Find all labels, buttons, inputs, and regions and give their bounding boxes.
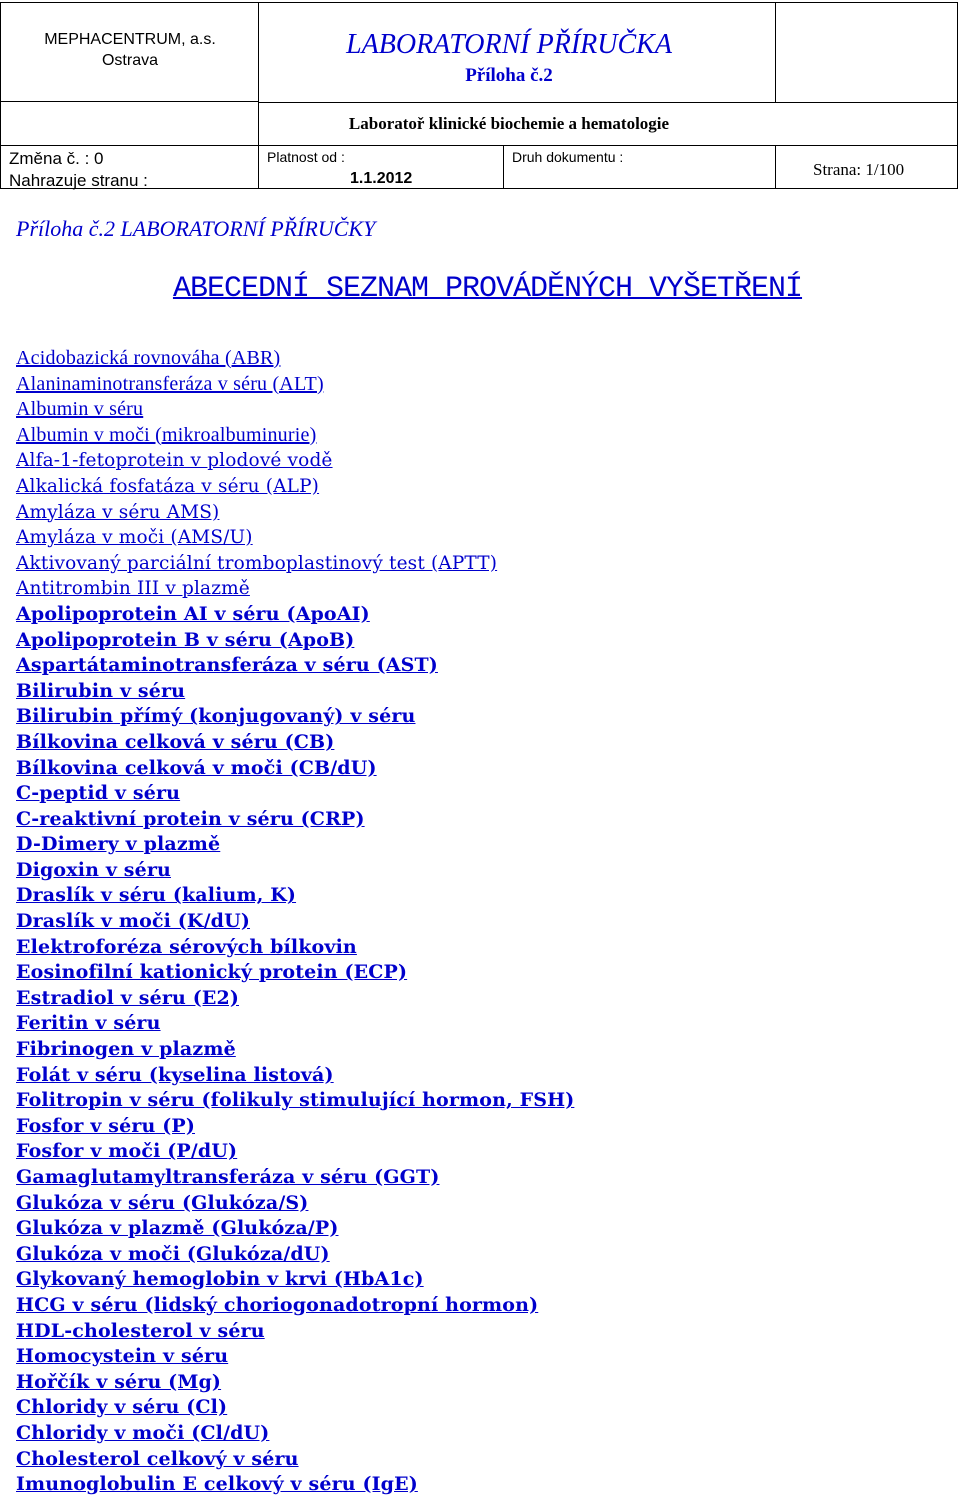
test-link[interactable]: Draslík v séru (kalium, K) bbox=[16, 884, 297, 907]
test-link[interactable]: Bílkovina celková v moči (CB/dU) bbox=[16, 756, 377, 779]
replaces-label: Nahrazuje stranu : bbox=[9, 171, 148, 190]
test-link[interactable]: Bilirubin přímý (konjugovaný) v séru bbox=[16, 705, 416, 728]
test-link[interactable]: Chloridy v moči (Cl/dU) bbox=[16, 1421, 270, 1444]
test-link[interactable]: C-peptid v séru bbox=[16, 782, 181, 805]
company-line-1: MEPHACENTRUM, a.s. bbox=[44, 31, 216, 48]
test-link[interactable]: C-reaktivní protein v séru (CRP) bbox=[16, 807, 365, 830]
annex-title: Příloha č.2 LABORATORNÍ PŘÍRUČKY bbox=[16, 216, 376, 241]
company-line-2: Ostrava bbox=[101, 52, 158, 69]
test-link[interactable]: Alkalická fosfatáza v séru (ALP) bbox=[16, 475, 320, 497]
test-link[interactable]: HDL-cholesterol v séru bbox=[16, 1319, 265, 1342]
test-link[interactable]: Gamaglutamyltransferáza v séru (GGT) bbox=[16, 1166, 440, 1188]
page-number: Strana: 1/100 bbox=[813, 160, 905, 179]
test-link[interactable]: Amyláza v moči (AMS/U) bbox=[16, 527, 253, 549]
test-link[interactable]: Bilirubin v séru bbox=[16, 679, 186, 702]
department-name: Laboratoř klinické biochemie a hematologie bbox=[348, 114, 670, 133]
test-link[interactable]: Cholesterol celkový v séru bbox=[16, 1447, 299, 1470]
test-link[interactable]: Folát v séru (kyselina listová) bbox=[16, 1063, 334, 1086]
test-link[interactable]: Albumin v moči (mikroalbuminurie) bbox=[16, 423, 317, 446]
test-link[interactable]: Feritin v séru bbox=[16, 1012, 161, 1035]
valid-from-value: 1.1.2012 bbox=[350, 170, 413, 187]
test-list bbox=[16, 346, 574, 1498]
test-link[interactable]: Acidobazická rovnováha (ABR) bbox=[16, 347, 281, 369]
test-link[interactable]: Glukóza v plazmě (Glukóza/P) bbox=[16, 1217, 339, 1240]
doc-type-label: Druh dokumentu : bbox=[512, 149, 624, 165]
change-info bbox=[9, 148, 148, 192]
test-link[interactable]: Hořčík v séru (Mg) bbox=[16, 1370, 222, 1393]
test-link[interactable]: Elektroforéza sérových bílkovin bbox=[16, 935, 357, 958]
test-link[interactable]: Glukóza v séru (Glukóza/S) bbox=[16, 1191, 309, 1214]
document-header bbox=[0, 2, 958, 189]
test-link[interactable]: Digoxin v séru bbox=[16, 858, 171, 881]
test-link[interactable]: Amyláza v séru AMS) bbox=[16, 501, 220, 523]
test-link[interactable]: Fosfor v séru (P) bbox=[16, 1114, 195, 1137]
test-link[interactable]: Folitropin v séru (folikuly stimulující hormon, FSH) bbox=[16, 1089, 575, 1112]
test-link[interactable]: Homocystein v séru bbox=[16, 1345, 229, 1368]
test-link[interactable]: Imunoglobulin E celkový v séru (IgE) bbox=[16, 1473, 418, 1496]
valid-from-label: Platnost od : bbox=[267, 149, 345, 165]
test-link[interactable]: Albumin v séru bbox=[16, 398, 144, 421]
test-link[interactable]: Apolipoprotein B v séru (ApoB) bbox=[16, 628, 355, 651]
test-link[interactable]: Bílkovina celková v séru (CB) bbox=[16, 730, 335, 753]
page-title: ABECEDNÍ SEZNAM PROVÁDĚNÝCH VYŠETŘENÍ bbox=[172, 272, 803, 306]
test-link[interactable]: Glykovaný hemoglobin v krvi (HbA1c) bbox=[16, 1268, 424, 1291]
manual-title: LABORATORNÍ PŘÍRUČKA bbox=[346, 29, 672, 60]
test-link[interactable]: Estradiol v séru (E2) bbox=[16, 986, 239, 1009]
test-link[interactable]: Antitrombin III v plazmě bbox=[16, 578, 250, 600]
test-link[interactable]: Alaninaminotransferáza v séru (ALT) bbox=[16, 372, 324, 395]
test-link[interactable]: Glukóza v moči (Glukóza/dU) bbox=[16, 1242, 330, 1265]
company-name bbox=[1, 29, 259, 71]
test-link[interactable]: Eosinofilní kationický protein (ECP) bbox=[16, 961, 408, 984]
test-link[interactable]: Fibrinogen v plazmě bbox=[16, 1038, 236, 1061]
test-link[interactable]: Aspartátaminotransferáza v séru (AST) bbox=[16, 654, 438, 677]
test-link[interactable]: Apolipoprotein AI v séru (ApoAI) bbox=[16, 602, 370, 625]
change-label: Změna č. : 0 bbox=[9, 149, 104, 168]
test-link[interactable]: HCG v séru (lidský choriogonadotropní hormon) bbox=[16, 1293, 539, 1316]
test-link[interactable]: Fosfor v moči (P/dU) bbox=[16, 1140, 238, 1163]
test-link[interactable]: Alfa-1-fetoprotein v plodové vodě bbox=[16, 450, 333, 472]
test-link[interactable]: Draslík v moči (K/dU) bbox=[16, 910, 250, 933]
test-link[interactable]: D-Dimery v plazmě bbox=[16, 833, 221, 856]
manual-subtitle: Příloha č.2 bbox=[465, 65, 553, 86]
test-link[interactable]: Chloridy v séru (Cl) bbox=[16, 1396, 228, 1419]
test-link[interactable]: Aktivovaný parciální tromboplastinový test (APTT) bbox=[16, 552, 498, 574]
